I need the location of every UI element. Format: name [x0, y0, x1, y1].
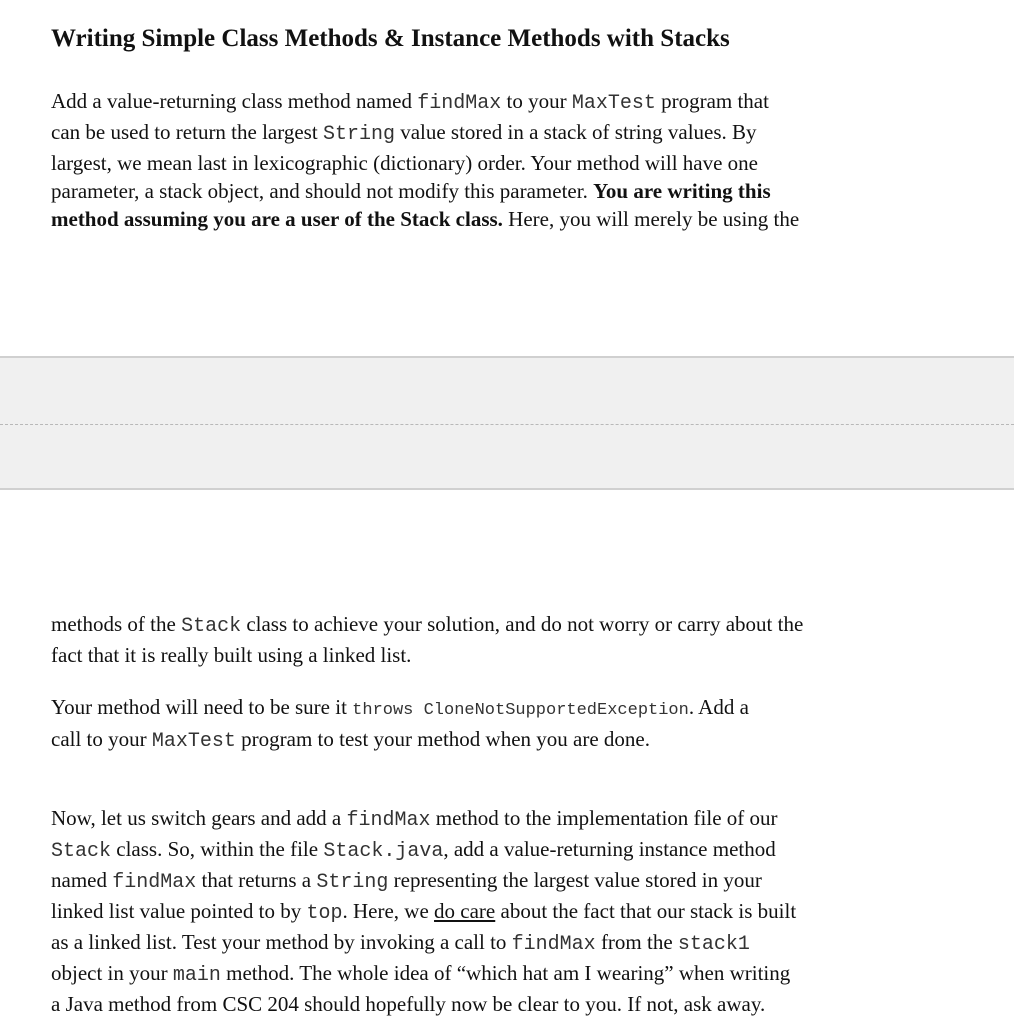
text-line: call to your MaxTest program to test your method when you are done. — [51, 727, 650, 753]
paragraph-class-method — [51, 87, 799, 233]
paragraph-stack-usage — [51, 610, 803, 669]
text-line: Your method will need to be sure it throws CloneNotSupportedException. Add a — [51, 695, 749, 720]
text-line: Stack class. So, within the file Stack.java, add a value-returning instance method — [51, 837, 776, 863]
text-line: method assuming you are a user of the Stack class. Here, you will merely be using the — [51, 207, 800, 231]
text-line: fact that it is really built using a linked list. — [51, 643, 412, 667]
paragraph-exception — [51, 693, 749, 756]
text-line: can be used to return the largest String value stored in a stack of string values. By — [51, 120, 757, 146]
text-line: as a linked list. Test your method by invoking a call to findMax from the stack1 — [51, 930, 750, 956]
page-break-gap — [0, 356, 1014, 490]
text-line: Now, let us switch gears and add a findMax method to the implementation file of our — [51, 806, 778, 832]
text-line: object in your main method. The whole idea of “which hat am I wearing” when writing — [51, 961, 791, 987]
page-break-line — [0, 424, 1014, 425]
text-line: largest, we mean last in lexicographic (dictionary) order. Your method will have one — [51, 151, 759, 175]
text-line: linked list value pointed to by top. Here, we do care about the fact that our stack is built — [51, 899, 797, 925]
document-title: Writing Simple Class Methods & Instance Methods with Stacks — [51, 25, 730, 52]
text-line: a Java method from CSC 204 should hopefully now be clear to you. If not, ask away. — [51, 992, 766, 1016]
underlined-phrase: do care — [434, 899, 496, 923]
text-line: parameter, a stack object, and should not modify this parameter. You are writing this — [51, 179, 771, 203]
text-line: methods of the Stack class to achieve your solution, and do not worry or carry about the — [51, 612, 804, 638]
text-line: named findMax that returns a String representing the largest value stored in your — [51, 868, 762, 894]
paragraph-instance-method — [51, 804, 796, 1018]
text-line: Add a value-returning class method named findMax to your MaxTest program that — [51, 89, 769, 115]
